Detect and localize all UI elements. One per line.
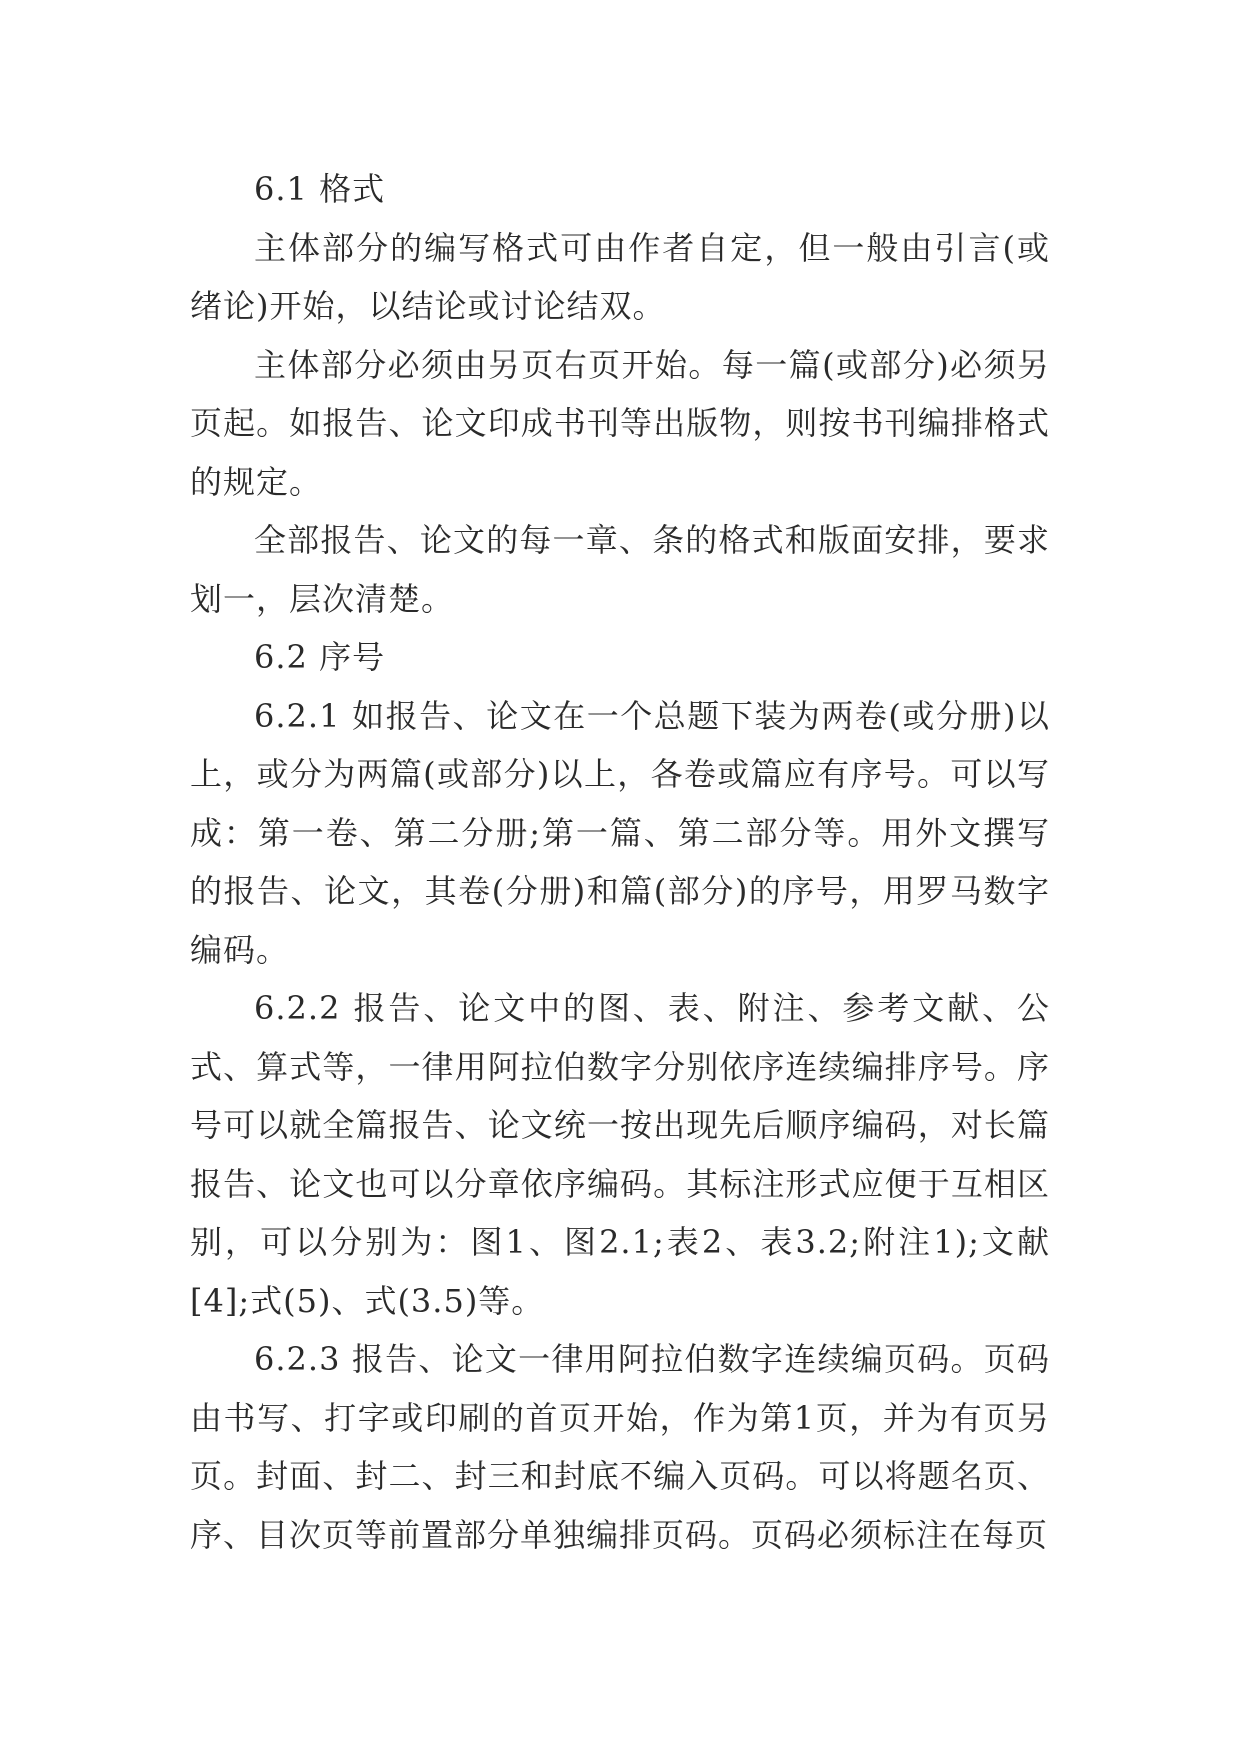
paragraph: 6.2.2 报告、论文中的图、表、附注、参考文献、公式、算式等，一律用阿拉伯数字分别依序连续编排序号。序号可以就全篇报告、论文统一按出现先后顺序编码，对长篇报告、论文也可以分章依序编码。其标注形式应便于互相区别，可以分别为：图1、图2.1;表2、表3.2;附注1);文献[4];式(5)、式(3.5)等。: [190, 989, 1050, 1320]
section-heading-6-1: 6.1 格式: [254, 170, 386, 208]
paragraph: 6.2.1 如报告、论文在一个总题下装为两卷(或分册)以上，或分为两篇(或部分)以上，各卷或篇应有序号。可以写成：第一卷、第二分册;第一篇、第二部分等。用外文撰写的报告、论文，其卷(分册)和篇(部分)的序号，用罗马数字编码。: [190, 696, 1050, 969]
section-heading-6-2: 6.2 序号: [254, 638, 386, 676]
paragraph: 主体部分必须由另页右页开始。每一篇(或部分)必须另页起。如报告、论文印成书刊等出版物，则按书刊编排格式的规定。: [190, 345, 1050, 501]
document-body: [190, 160, 1050, 1564]
paragraph: 全部报告、论文的每一章、条的格式和版面安排，要求划一，层次清楚。: [190, 521, 1050, 618]
paragraph: 6.2.3 报告、论文一律用阿拉伯数字连续编页码。页码由书写、打字或印刷的首页开始，作为第1页，并为有页另页。封面、封二、封三和封底不编入页码。可以将题名页、序、目次页等前置部分单独编排页码。页码必须标注在每页: [190, 1340, 1050, 1554]
paragraph: 主体部分的编写格式可由作者自定，但一般由引言(或绪论)开始，以结论或讨论结双。: [190, 228, 1050, 325]
